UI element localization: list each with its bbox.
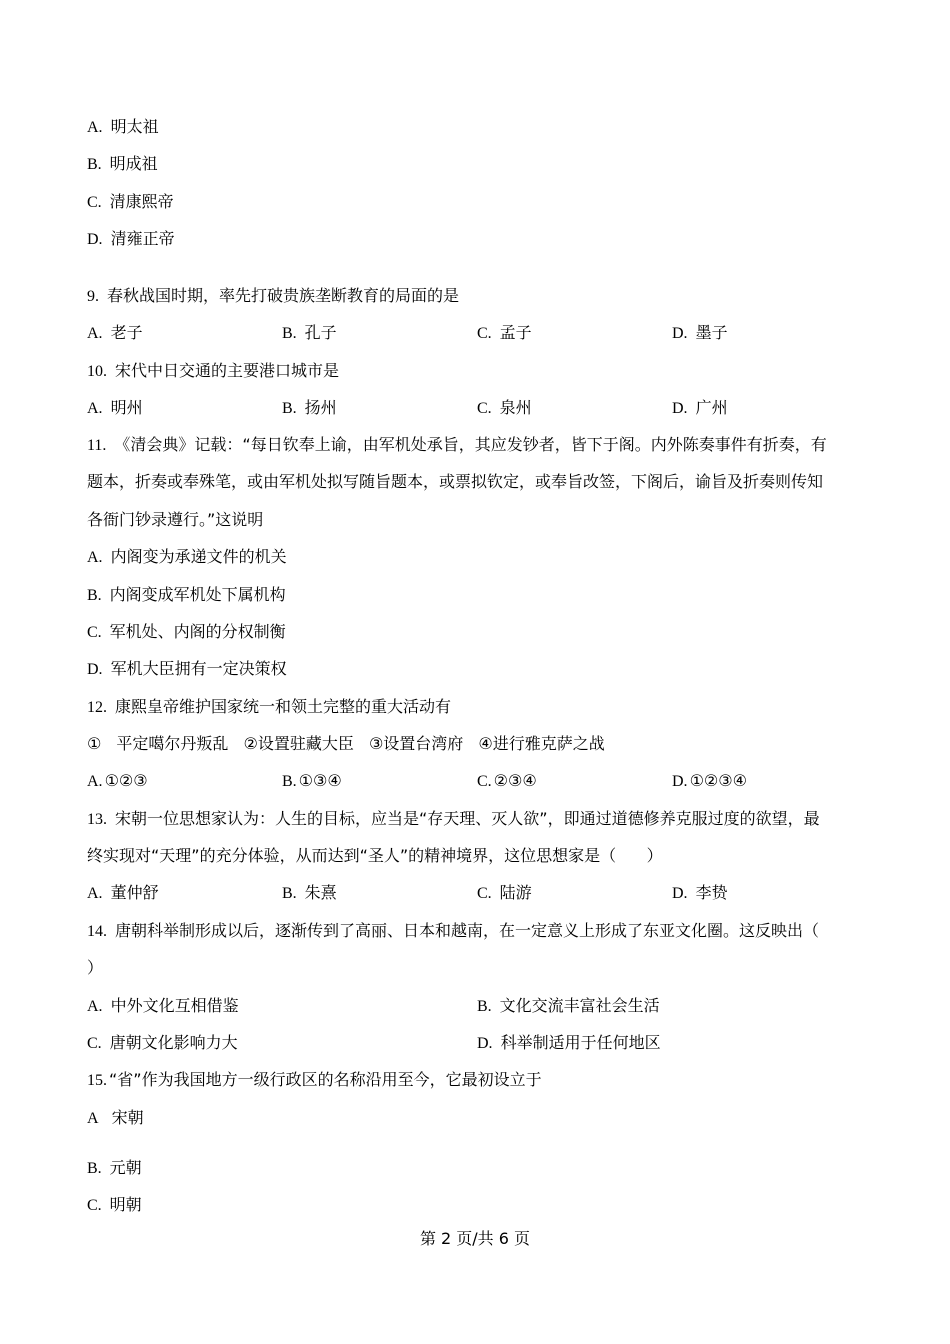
question-13-stem-line-1: 13. 宋朝一位思想家认为：人生的目标，应当是“存天理、灭人欲”，即通过道德修养克服过度的欲望，最 — [87, 809, 820, 828]
question-10-stem: 10. 宋代中日交通的主要港口城市是 — [87, 361, 340, 380]
question-15-stem: 15. “省”作为我国地方一级行政区的名称沿用至今，它最初设立于 — [87, 1070, 542, 1089]
question-15-option-b: B. 元朝 — [87, 1158, 142, 1177]
question-14-option-b: B. 文化交流丰富社会生活 — [477, 996, 660, 1015]
prev-option-c: C. 清康熙帝 — [87, 192, 174, 211]
question-9-option-c: C. 孟子 — [477, 323, 532, 342]
question-15-option-a: A 宋朝 — [87, 1108, 144, 1127]
question-11-option-c: C. 军机处、内阁的分权制衡 — [87, 622, 286, 641]
page-number: 第 2 页/共 6 页 — [419, 1229, 531, 1248]
question-14-option-d: D. 科举制适用于任何地区 — [477, 1033, 661, 1052]
question-12-stem: 12. 康熙皇帝维护国家统一和领土完整的重大活动有 — [87, 697, 452, 716]
question-11-option-a: A. 内阁变为承递文件的机关 — [87, 547, 287, 566]
question-13-option-b: B. 朱熹 — [282, 883, 337, 902]
question-11-option-d: D. 军机大臣拥有一定决策权 — [87, 659, 287, 678]
question-11-option-b: B. 内阁变成军机处下属机构 — [87, 585, 286, 604]
prev-option-b: B. 明成祖 — [87, 154, 158, 173]
question-10-option-b: B. 扬州 — [282, 398, 337, 417]
question-12-option-b: B. ①③④ — [282, 771, 342, 790]
question-14-option-c: C. 唐朝文化影响力大 — [87, 1033, 238, 1052]
question-10-option-a: A. 明州 — [87, 398, 143, 417]
prev-option-a: A. 明太祖 — [87, 117, 159, 136]
question-9-stem: 9. 春秋战国时期，率先打破贵族垄断教育的局面的是 — [87, 286, 460, 305]
question-11-stem-line-2: 题本，折奏或奉殊笔，或由军机处拟写随旨题本，或票拟钦定，或奉旨改签，下阁后，谕旨及折奏则传知 — [87, 472, 824, 491]
question-14-stem-line-1: 14. 唐朝科举制形成以后，逐渐传到了高丽、日本和越南，在一定意义上形成了东亚文化圈。这反映出（ — [87, 921, 820, 940]
question-15-option-c: C. 明朝 — [87, 1195, 142, 1214]
question-12-items: ① 平定噶尔丹叛乱 ②设置驻藏大臣 ③设置台湾府 ④进行雅克萨之战 — [87, 734, 605, 753]
question-10-option-c: C. 泉州 — [477, 398, 532, 417]
question-14-option-a: A. 中外文化互相借鉴 — [87, 996, 239, 1015]
question-13-option-a: A. 董仲舒 — [87, 883, 159, 902]
prev-option-d: D. 清雍正帝 — [87, 229, 175, 248]
question-9-option-b: B. 孔子 — [282, 323, 337, 342]
question-11-stem-line-1: 11. 《清会典》记载：“每日钦奉上谕，由军机处承旨，其应发钞者，皆下于阁。内外陈奏事件有折奏，有 — [87, 435, 827, 454]
question-9-option-d: D. 墨子 — [672, 323, 728, 342]
question-12-option-c: C. ②③④ — [477, 771, 537, 790]
question-9-option-a: A. 老子 — [87, 323, 143, 342]
page-footer — [0, 1229, 950, 1249]
question-14-stem-line-2: ） — [87, 958, 104, 977]
question-10-option-d: D. 广州 — [672, 398, 728, 417]
question-13-option-d: D. 李贽 — [672, 883, 728, 902]
question-13-stem-line-2: 终实现对“天理”的充分体验，从而达到“圣人”的精神境界，这位思想家是（ ） — [87, 846, 663, 865]
question-12-option-d: D. ①②③④ — [672, 771, 747, 790]
question-12-option-a: A. ①②③ — [87, 771, 148, 790]
question-13-option-c: C. 陆游 — [477, 883, 532, 902]
question-11-stem-line-3: 各衙门钞录遵行。”这说明 — [87, 510, 264, 529]
